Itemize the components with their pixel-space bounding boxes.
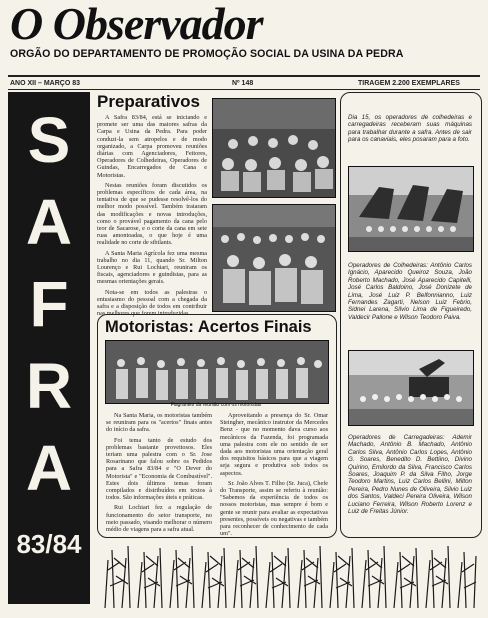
preparativos-headline: Preparativos — [97, 92, 200, 111]
preparativos-paragraph: Nestas reuniões foram discutidos os problemas específicos de cada área, na tentativa de que se pudesse resolvê-los do melhor modo possível. Também trataram das modificações e novas introduções, como o provável pagamento da cana pelo teor de Sacarose, e o corte da cana em sete ruas amontoadas, o que hoje é uma realidade no corte de sibilants. — [97, 181, 207, 247]
loaders-photo — [348, 350, 474, 426]
preparativos-paragraph: A Safra 83/84, está se iniciando e promete ser uma das maiores safras da Carpa e Usina da Pedra. Para poder conduzi-la sem atropelos e de modo organizado, a Carpa promoveu reuniões diárias com Agenciadores, Feitores, Operadores de Colhedeiras, Operadores de Guindas, Encarregados de Cana e Motoristas. — [97, 114, 207, 179]
harvesters-photo — [348, 166, 474, 252]
sugarcane-illustration — [100, 540, 480, 608]
publication-subtitle: ORGÃO DO DEPARTAMENTO DE PROMOÇÃO SOCIAL DA USINA DA PEDRA — [10, 48, 404, 60]
loader-operators-list: Operadores de Carregadeiras: Ademir Machado, Antônio B. Machado, Antônio Carlos Silva, Antônio Carlos Lopes, Antônio G. Soares, Benedito D. Bettiino, Divino Quirino, Emilordo da Silva, Francisco Carlos Soares, Joaquim P. da Silva Filho, Jorge Teodoro Martins, Luiz Carlos Bellini, Milton Pereira, Pedro Nunes de Oliveira, Silvio Luiz dos Santos, Valdeci Pereira Oliveira, Wilson Luciano Ferreira, Wilson Roberto Lorenz e Luiz de Freitas Júnior. — [348, 434, 472, 516]
banner-letter-a: A — [25, 186, 73, 258]
motoristas-body-col2 — [220, 412, 328, 538]
banner-letter-a2: A — [25, 432, 73, 504]
motoristas-paragraph: Foi tema tanto de estudo dos problemas bastante proveitosos. Eles teriam uma palestra com o Sr. Jose Rosarinano que falou sobre os Pedidos para a Safra 83/84 e "O Dever do Motorista" e "Economia de Combustível". Estes dois últimos temas foram compilados e distribuídos em textos à todos. São informações úteis e práticas. — [106, 436, 212, 502]
motoristas-photo — [105, 340, 329, 404]
motoristas-body-col1 — [106, 412, 212, 532]
motoristas-paragraph: Aproveitando a presença do Sr. Omar Steingher, mecânico instrutor da Mercedes Benz - que no momento dava curso aos mecânicos da Fazenda, foi programada uma palestra com ele no sentido de ser dada aos motoristas uma orientação geral dos requisitos básicos para que a viagem seja segura e produtiva sob todos os aspectos. — [220, 412, 328, 477]
meeting-photo-bottom — [212, 204, 336, 312]
operators-intro-text: Dia 15, os operadores de colhedeiras e carregadeiras receberam suas máquinas para trabalhar durante a safra. Antes de sair para os canaviais, eles posaram para a foto. — [348, 114, 472, 144]
header-divider — [8, 75, 480, 77]
issue-number: Nº 148 — [232, 80, 254, 87]
motoristas-paragraph: Rui Lochiari fez a regulação de funcionamento do setor transporte, no meio passado, visando melhorar o número médio de viagens para a safra atual. — [106, 504, 212, 534]
issue-divider — [8, 89, 480, 90]
banner-letter-f: F — [29, 268, 69, 340]
banner-letter-r: R — [25, 350, 73, 422]
meeting-photo-top — [212, 98, 336, 198]
motoristas-paragraph: Na Santa Maria, os motoristas também se reuniram para os "acertos" finais antes do início da safra. — [106, 412, 212, 434]
issue-circulation: TIRAGEM 2.200 EXEMPLARES — [358, 80, 460, 87]
banner-year: 83/84 — [16, 529, 82, 559]
motoristas-headline: Motoristas: Acertos Finais — [105, 318, 312, 336]
harvester-operators-list: Operadores de Colhedeiras: Antônio Carlos Ignácio, Aparecido Queiroz Souza, João Roberto Machado, José Aparecido Capitelli, José Carlos Baldoino, José Donizete de Lima, José Luiz P. Belfonnianno, Luiz Fernandes Zagarti, Nelson Luiz Febrio, Sidnei Larena, Sílvio Lima de Figueiredo, Valdecir Pallone e Wilson Teodoro Paiva. — [348, 262, 472, 321]
masthead-title: O Observador — [10, 0, 263, 49]
issue-edition: ANO XII – MARÇO 83 — [10, 80, 81, 87]
motoristas-paragraph: Sr. João Alves T. Filho (Sr. Juca), Chefe do Transporte, assim se referiu à reunião: "Sabemos da experiência de todos os nossos motoristas, mas sempre é bom e gente se reunir para avaliar as expectativas presentes, possíveis ou negativas e também para reconhecer de conhecimento de cada um". — [220, 479, 328, 538]
preparativos-body — [97, 114, 207, 318]
banner-letter-s: S — [27, 104, 71, 176]
preparativos-paragraph: Nota-se em todos as palestras o entusiasmo do pessoal com a chegada da safra e a disposição de todos em contribuir nas melhores que forem introduzidas. — [97, 288, 207, 318]
preparativos-paragraph: A Santa Maria Agrícola fez uma mesma trabalho no dia 11, quando Sr. Milton Lourenço e Rui Lochiari, reuniram os fiscais, agenciadores e guindistas, para as mesmas orientações gerais. — [97, 249, 207, 286]
motoristas-photo-caption: Flagrantes da reunião com os motoristas — [170, 402, 262, 408]
